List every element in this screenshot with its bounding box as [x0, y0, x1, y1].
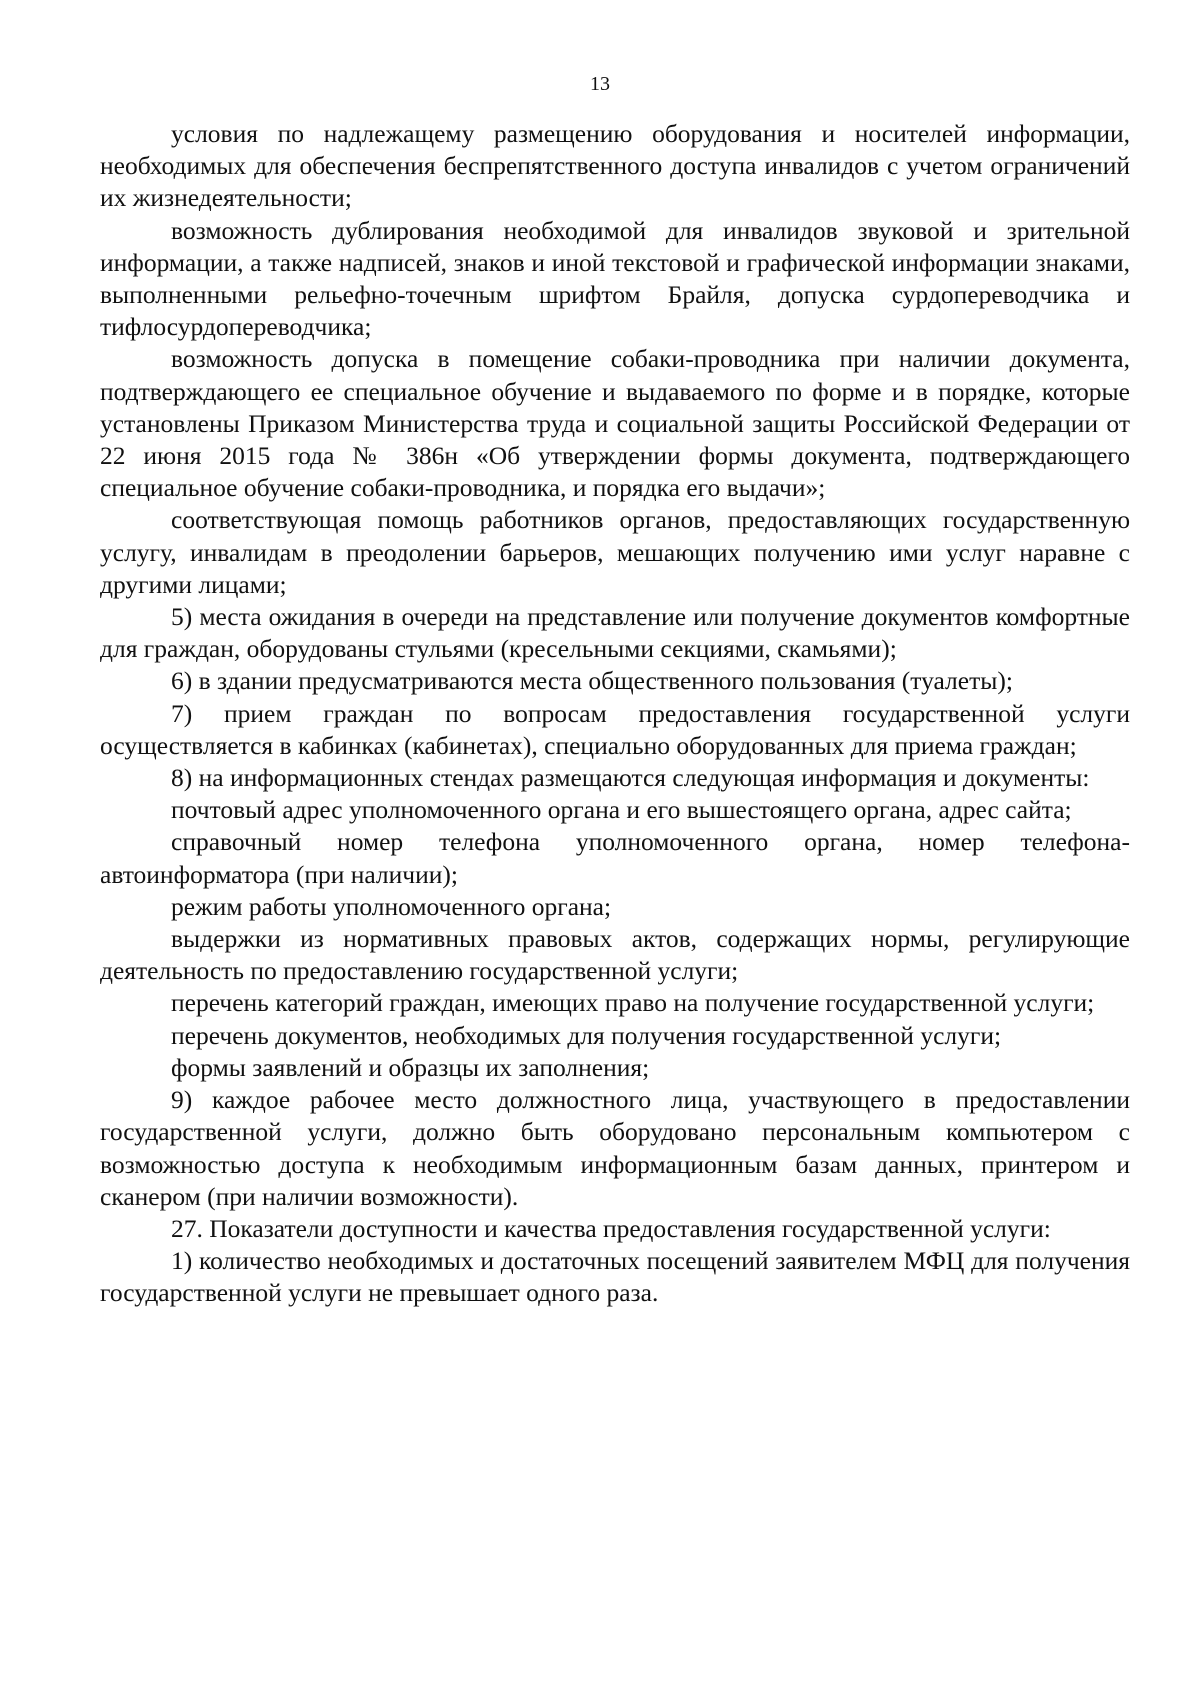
paragraph-phone-numbers: справочный номер телефона уполномоченного органа, номер телефона-автоинформатора (при наличии);: [100, 827, 1130, 889]
paragraph-guide-dog-access: возможность допуска в помещение собаки-проводника при наличии документа, подтверждающего ее специальное обучение и выдаваемого по форме и в порядке, которые установлены Приказом Министерства труда и социальной защиты Российской Федерации от 22 июня 2015 года № 386н «Об утверждении формы документа, подтверждающего специальное обучение собаки-проводника, и порядка его выдачи»;: [100, 344, 1130, 503]
paragraph-application-forms: формы заявлений и образцы их заполнения;: [171, 1052, 650, 1082]
paragraph-required-documents: перечень документов, необходимых для получения государственной услуги;: [171, 1020, 1002, 1050]
paragraph-legal-extracts: выдержки из нормативных правовых актов, содержащих нормы, регулирующие деятельность по предоставлению государственной услуги;: [100, 924, 1130, 986]
document-body: [100, 118, 1130, 1310]
paragraph-section-27: 27. Показатели доступности и качества предоставления государственной услуги:: [171, 1213, 1051, 1243]
paragraph-item-9: 9) каждое рабочее место должностного лица, участвующего в предоставлении государственной услуги, должно быть оборудовано персональным компьютером с возможностью доступа к необходимым информационным базам данных, принтером и сканером (при наличии возможности).: [100, 1085, 1130, 1211]
page-number: 13: [590, 73, 610, 95]
paragraph-item-6: 6) в здании предусматриваются места общественного пользования (туалеты);: [171, 666, 1013, 696]
paragraph-eligible-categories: перечень категорий граждан, имеющих право на получение государственной услуги;: [171, 988, 1095, 1018]
paragraph-item-8: 8) на информационных стендах размещаются следующая информация и документы:: [171, 763, 1090, 793]
paragraph-staff-assistance: соответствующая помощь работников органов, предоставляющих государственную услугу, инвалидам в преодолении барьеров, мешающих получению ими услуг наравне с другими лицами;: [100, 505, 1130, 599]
paragraph-postal-address: почтовый адрес уполномоченного органа и его вышестоящего органа, адрес сайта;: [171, 795, 1072, 825]
paragraph-information-duplication: возможность дублирования необходимой для инвалидов звуковой и зрительной информации, а также надписей, знаков и иной текстовой и графической информации знаками, выполненными рельефно-точечным шрифтом Брайля, допуска сурдопереводчика и тифлосурдопереводчика;: [100, 215, 1130, 342]
paragraph-item-5: 5) места ожидания в очереди на представление или получение документов комфортные для граждан, оборудованы стульями (кресельными секциями, скамьями);: [100, 602, 1130, 664]
paragraph-section-27-item-1: 1) количество необходимых и достаточных посещений заявителем МФЦ для получения государственной услуги не превышает одного раза.: [100, 1246, 1130, 1308]
paragraph-item-7: 7) прием граждан по вопросам предоставления государственной услуги осуществляется в кабинках (кабинетах), специально оборудованных для приема граждан;: [100, 698, 1130, 760]
paragraph-accessibility-equipment: условия по надлежащему размещению оборудования и носителей информации, необходимых для обеспечения беспрепятственного доступа инвалидов с учетом ограничений их жизнедеятельности;: [100, 119, 1130, 213]
paragraph-work-schedule: режим работы уполномоченного органа;: [171, 891, 612, 921]
